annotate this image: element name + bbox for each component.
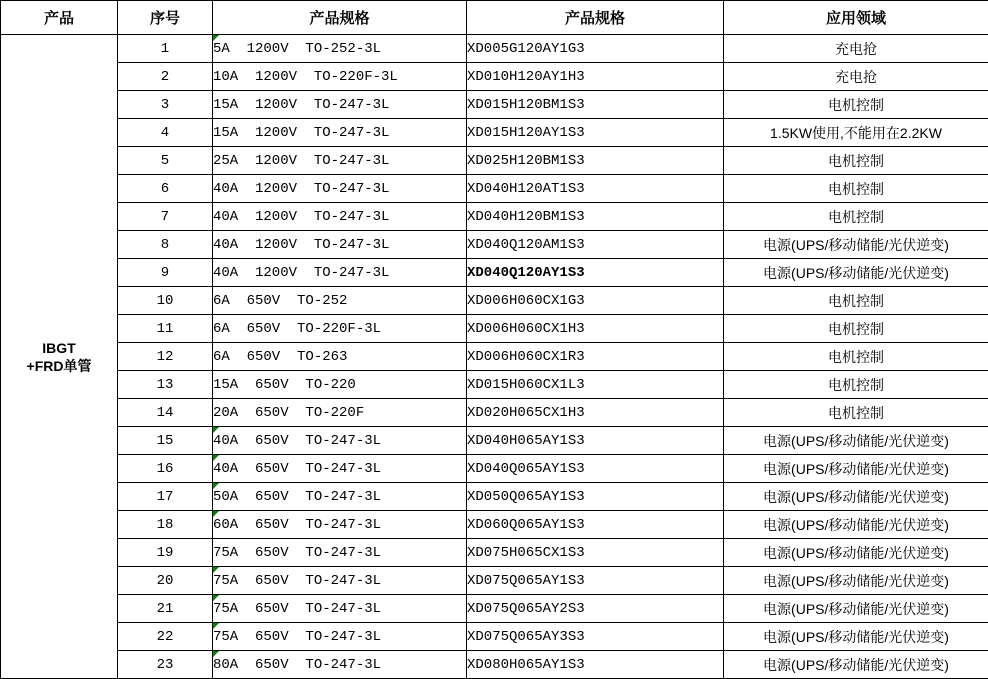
application-text: 电源(UPS/移动储能/光伏逆变) (763, 517, 949, 533)
part-number-cell[interactable] (467, 147, 724, 175)
spec-cell[interactable] (213, 483, 467, 511)
part-number-cell[interactable] (467, 91, 724, 119)
part-number-cell[interactable] (467, 483, 724, 511)
table-row (1, 455, 988, 483)
row-number-cell[interactable] (118, 651, 213, 679)
application-text: 充电抢 (835, 41, 877, 57)
part-number-text: XD040Q120AY1S3 (467, 265, 585, 281)
error-flag-icon (213, 567, 219, 573)
header-product[interactable]: 产品 (1, 1, 118, 35)
part-number-cell[interactable] (467, 203, 724, 231)
part-number-text: XD006H060CX1R3 (467, 349, 585, 365)
spec-cell[interactable] (213, 539, 467, 567)
spec-text: 40A 650V TO-247-3L (213, 461, 381, 477)
application-text: 电机控制 (828, 293, 884, 309)
row-number-cell[interactable] (118, 511, 213, 539)
table-row (1, 595, 988, 623)
row-number: 17 (157, 489, 174, 505)
row-number-cell[interactable] (118, 483, 213, 511)
error-flag-icon (213, 455, 219, 461)
application-text: 电机控制 (828, 97, 884, 113)
application-text: 电源(UPS/移动储能/光伏逆变) (763, 237, 949, 253)
row-number-cell[interactable] (118, 203, 213, 231)
spec-text: 50A 650V TO-247-3L (213, 489, 381, 505)
spec-text: 20A 650V TO-220F (213, 405, 364, 421)
application-text: 电源(UPS/移动储能/光伏逆变) (763, 433, 949, 449)
part-number-cell[interactable] (467, 455, 724, 483)
application-cell[interactable] (724, 455, 988, 483)
row-number: 7 (161, 209, 169, 225)
spec-cell[interactable] (213, 371, 467, 399)
table-row (1, 343, 988, 371)
application-cell[interactable] (724, 539, 988, 567)
spec-cell[interactable] (213, 287, 467, 315)
application-text: 电机控制 (828, 209, 884, 225)
table-row (1, 231, 988, 259)
part-number-text: XD040H120AT1S3 (467, 181, 585, 197)
table-row (1, 511, 988, 539)
spec-cell[interactable] (213, 91, 467, 119)
row-number-cell[interactable] (118, 287, 213, 315)
product-group-line1: IBGT (1, 339, 117, 357)
application-text: 电源(UPS/移动储能/光伏逆变) (763, 545, 949, 561)
row-number: 15 (157, 433, 174, 449)
application-text: 电源(UPS/移动储能/光伏逆变) (763, 489, 949, 505)
application-cell[interactable] (724, 427, 988, 455)
row-number: 22 (157, 629, 174, 645)
row-number: 13 (157, 377, 174, 393)
application-text: 电机控制 (828, 349, 884, 365)
row-number-cell[interactable] (118, 147, 213, 175)
row-number: 19 (157, 545, 174, 561)
part-number-text: XD075H065CX1S3 (467, 545, 585, 561)
part-number-text: XD025H120BM1S3 (467, 153, 585, 169)
error-flag-icon (213, 511, 219, 517)
part-number-text: XD075Q065AY3S3 (467, 629, 585, 645)
spec-text: 75A 650V TO-247-3L (213, 545, 381, 561)
table-row (1, 119, 988, 147)
application-cell[interactable] (724, 35, 988, 63)
part-number-cell[interactable] (467, 35, 724, 63)
spec-text: 6A 650V TO-220F-3L (213, 321, 381, 337)
application-cell[interactable] (724, 147, 988, 175)
row-number-cell[interactable] (118, 91, 213, 119)
application-text: 电机控制 (828, 321, 884, 337)
application-text: 电机控制 (828, 181, 884, 197)
part-number-text: XD015H060CX1L3 (467, 377, 585, 393)
table-row (1, 483, 988, 511)
part-number-cell[interactable] (467, 399, 724, 427)
part-number-cell[interactable] (467, 175, 724, 203)
row-number: 16 (157, 461, 174, 477)
application-cell[interactable] (724, 91, 988, 119)
table-row (1, 91, 988, 119)
application-cell[interactable] (724, 119, 988, 147)
row-number: 5 (161, 153, 169, 169)
spec-text: 15A 650V TO-220 (213, 377, 356, 393)
part-number-cell[interactable] (467, 511, 724, 539)
table-row (1, 175, 988, 203)
application-cell[interactable] (724, 63, 988, 91)
row-number: 8 (161, 237, 169, 253)
part-number-text: XD060Q065AY1S3 (467, 517, 585, 533)
spec-cell[interactable] (213, 567, 467, 595)
header-application[interactable]: 应用领域 (724, 1, 988, 35)
part-number-cell[interactable] (467, 427, 724, 455)
error-flag-icon (213, 35, 219, 41)
table-row (1, 623, 988, 651)
row-number-cell[interactable] (118, 371, 213, 399)
row-number-cell[interactable] (118, 35, 213, 63)
part-number-cell[interactable] (467, 595, 724, 623)
spec-cell[interactable] (213, 231, 467, 259)
spec-cell[interactable] (213, 259, 467, 287)
application-text: 电源(UPS/移动储能/光伏逆变) (763, 629, 949, 645)
application-cell[interactable] (724, 315, 988, 343)
error-flag-icon (213, 483, 219, 489)
spec-cell[interactable] (213, 35, 467, 63)
part-number-text: XD006H060CX1H3 (467, 321, 585, 337)
application-text: 电机控制 (828, 377, 884, 393)
header-spec[interactable]: 产品规格 (213, 1, 467, 35)
row-number: 18 (157, 517, 174, 533)
spec-cell[interactable] (213, 623, 467, 651)
part-number-text: XD075Q065AY1S3 (467, 573, 585, 589)
application-cell[interactable] (724, 651, 988, 679)
row-number: 3 (161, 97, 169, 113)
spec-cell[interactable] (213, 427, 467, 455)
application-cell[interactable] (724, 371, 988, 399)
error-flag-icon (213, 623, 219, 629)
row-number: 4 (161, 125, 169, 141)
row-number-cell[interactable] (118, 231, 213, 259)
part-number-text: XD040H120BM1S3 (467, 209, 585, 225)
row-number-cell[interactable] (118, 343, 213, 371)
row-number-cell[interactable] (118, 455, 213, 483)
part-number-cell[interactable] (467, 231, 724, 259)
part-number-text: XD075Q065AY2S3 (467, 601, 585, 617)
spec-cell[interactable] (213, 455, 467, 483)
table-row (1, 315, 988, 343)
row-number-cell[interactable] (118, 315, 213, 343)
part-number-text: XD040Q065AY1S3 (467, 461, 585, 477)
spec-text: 40A 1200V TO-247-3L (213, 181, 389, 197)
spec-text: 5A 1200V TO-252-3L (213, 41, 381, 57)
spec-cell[interactable] (213, 63, 467, 91)
application-text: 电源(UPS/移动储能/光伏逆变) (763, 265, 949, 281)
row-number: 10 (157, 293, 174, 309)
part-number-text: XD015H120AY1S3 (467, 125, 585, 141)
table-row (1, 203, 988, 231)
row-number: 12 (157, 349, 174, 365)
spec-text: 25A 1200V TO-247-3L (213, 153, 389, 169)
row-number-cell[interactable] (118, 259, 213, 287)
part-number-text: XD005G120AY1G3 (467, 41, 585, 57)
row-number: 2 (161, 69, 169, 85)
spec-text: 75A 650V TO-247-3L (213, 629, 381, 645)
application-text: 电源(UPS/移动储能/光伏逆变) (763, 573, 949, 589)
row-number: 23 (157, 657, 174, 673)
spec-text: 60A 650V TO-247-3L (213, 517, 381, 533)
application-text: 电源(UPS/移动储能/光伏逆变) (763, 601, 949, 617)
spec-text: 10A 1200V TO-220F-3L (213, 69, 398, 85)
application-cell[interactable] (724, 259, 988, 287)
row-number-cell[interactable] (118, 539, 213, 567)
spec-text: 40A 650V TO-247-3L (213, 433, 381, 449)
application-cell[interactable] (724, 287, 988, 315)
row-number: 20 (157, 573, 174, 589)
application-text: 1.5KW使用,不能用在2.2KW (770, 125, 942, 141)
spec-text: 15A 1200V TO-247-3L (213, 125, 389, 141)
part-number-cell[interactable] (467, 651, 724, 679)
spec-cell[interactable] (213, 399, 467, 427)
row-number-cell[interactable] (118, 567, 213, 595)
product-group-line2: +FRD单管 (1, 357, 117, 375)
row-number-cell[interactable] (118, 119, 213, 147)
spec-cell[interactable] (213, 119, 467, 147)
part-number-cell[interactable] (467, 343, 724, 371)
table-header-row (1, 1, 988, 35)
application-cell[interactable] (724, 567, 988, 595)
table-row (1, 287, 988, 315)
application-cell[interactable] (724, 203, 988, 231)
part-number-text: XD006H060CX1G3 (467, 293, 585, 309)
error-flag-icon (213, 427, 219, 433)
table-row (1, 539, 988, 567)
table-body (1, 35, 988, 679)
table-row (1, 651, 988, 679)
row-number: 6 (161, 181, 169, 197)
product-group-cell[interactable] (1, 35, 118, 679)
part-number-text: XD040H065AY1S3 (467, 433, 585, 449)
part-number-cell[interactable] (467, 371, 724, 399)
spec-cell[interactable] (213, 595, 467, 623)
error-flag-icon (213, 595, 219, 601)
part-number-text: XD040Q120AM1S3 (467, 237, 585, 253)
spec-text: 40A 1200V TO-247-3L (213, 237, 389, 253)
table-row (1, 147, 988, 175)
spec-text: 80A 650V TO-247-3L (213, 657, 381, 673)
application-cell[interactable] (724, 399, 988, 427)
application-cell[interactable] (724, 231, 988, 259)
row-number-cell[interactable] (118, 595, 213, 623)
part-number-text: XD020H065CX1H3 (467, 405, 585, 421)
row-number: 14 (157, 405, 174, 421)
application-text: 电机控制 (828, 153, 884, 169)
application-cell[interactable] (724, 595, 988, 623)
part-number-cell[interactable] (467, 315, 724, 343)
spec-cell[interactable] (213, 511, 467, 539)
application-cell[interactable] (724, 343, 988, 371)
row-number: 9 (161, 265, 169, 281)
part-number-cell[interactable] (467, 623, 724, 651)
application-text: 电机控制 (828, 405, 884, 421)
table-row (1, 63, 988, 91)
spec-cell[interactable] (213, 175, 467, 203)
header-part-number[interactable]: 产品规格 (467, 1, 724, 35)
table-row (1, 399, 988, 427)
application-cell[interactable] (724, 623, 988, 651)
spec-cell[interactable] (213, 343, 467, 371)
part-number-cell[interactable] (467, 539, 724, 567)
application-cell[interactable] (724, 175, 988, 203)
row-number-cell[interactable] (118, 399, 213, 427)
header-index[interactable]: 序号 (118, 1, 213, 35)
spec-text: 40A 1200V TO-247-3L (213, 209, 389, 225)
application-cell[interactable] (724, 511, 988, 539)
spec-cell[interactable] (213, 315, 467, 343)
part-number-text: XD010H120AY1H3 (467, 69, 585, 85)
part-number-text: XD080H065AY1S3 (467, 657, 585, 673)
application-text: 电源(UPS/移动储能/光伏逆变) (763, 657, 949, 673)
spec-cell[interactable] (213, 147, 467, 175)
application-cell[interactable] (724, 483, 988, 511)
spec-text: 75A 650V TO-247-3L (213, 573, 381, 589)
row-number-cell[interactable] (118, 427, 213, 455)
row-number: 21 (157, 601, 174, 617)
table-row (1, 567, 988, 595)
table-row (1, 371, 988, 399)
spec-text: 75A 650V TO-247-3L (213, 601, 381, 617)
part-number-text: XD015H120BM1S3 (467, 97, 585, 113)
row-number-cell[interactable] (118, 623, 213, 651)
part-number-cell[interactable] (467, 259, 724, 287)
spec-cell[interactable] (213, 651, 467, 679)
error-flag-icon (213, 651, 219, 657)
spec-text: 6A 650V TO-252 (213, 293, 347, 309)
table-row (1, 35, 988, 63)
part-number-cell[interactable] (467, 119, 724, 147)
part-number-cell[interactable] (467, 567, 724, 595)
row-number-cell[interactable] (118, 175, 213, 203)
spec-cell[interactable] (213, 203, 467, 231)
table-row (1, 259, 988, 287)
spec-text: 40A 1200V TO-247-3L (213, 265, 389, 281)
part-number-cell[interactable] (467, 63, 724, 91)
row-number: 1 (161, 41, 169, 57)
row-number: 11 (157, 321, 174, 337)
application-text: 电源(UPS/移动储能/光伏逆变) (763, 461, 949, 477)
part-number-cell[interactable] (467, 287, 724, 315)
part-number-text: XD050Q065AY1S3 (467, 489, 585, 505)
spec-text: 15A 1200V TO-247-3L (213, 97, 389, 113)
table-row (1, 427, 988, 455)
spec-text: 6A 650V TO-263 (213, 349, 347, 365)
application-text: 充电抢 (835, 69, 877, 85)
row-number-cell[interactable] (118, 63, 213, 91)
